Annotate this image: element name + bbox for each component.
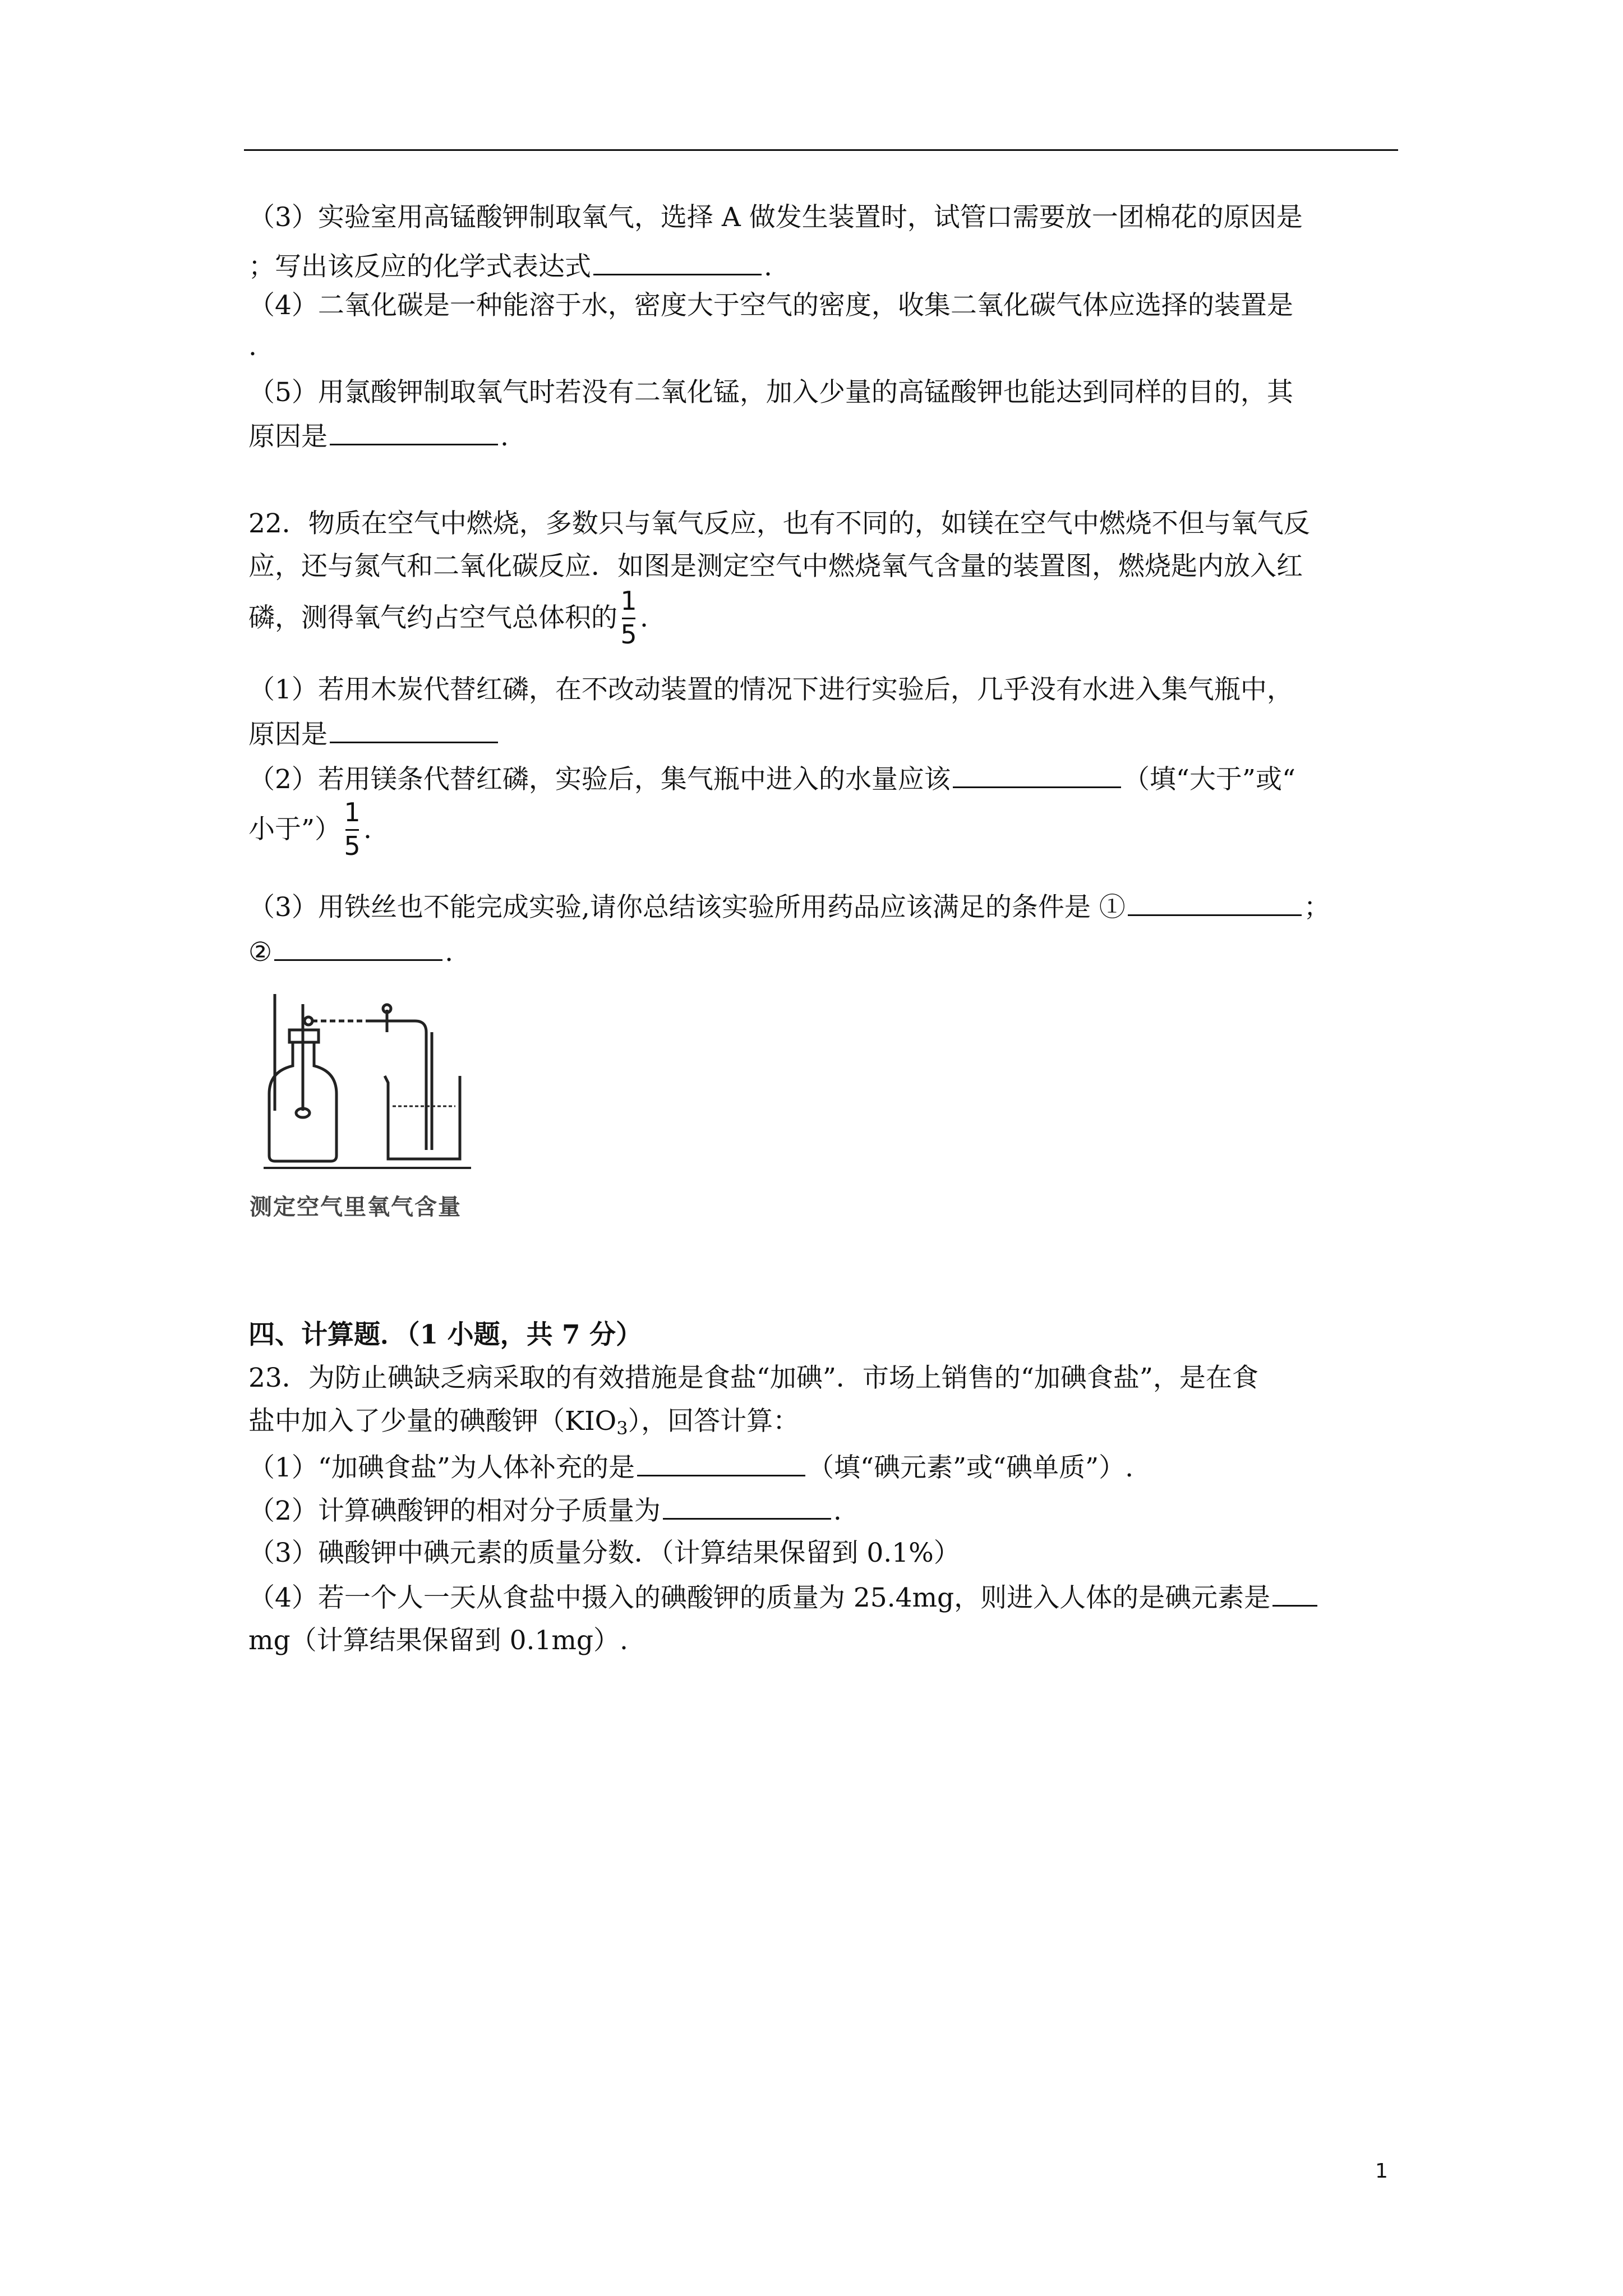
q22-part1-line1: （1）若用木炭代替红磷，在不改动装置的情况下进行实验后，几乎没有水进入集气瓶中， [248, 674, 1293, 705]
answer-blank[interactable] [593, 248, 762, 275]
q21-part5-line2: 原因是 . [248, 418, 509, 455]
q22-part2-line2: 小于”） $\frac{1}{5}$ . [248, 797, 372, 861]
q22-stem-line1: 22．物质在空气中燃烧，多数只与氧气反应，也有不同的，如镁在空气中燃烧不但与氧气反 [248, 508, 1310, 539]
q22-stem-line3: 磷，测得氧气约占空气总体积的 $\frac{1}{5}$ . [248, 586, 648, 650]
answer-blank[interactable] [953, 761, 1121, 788]
answer-blank[interactable] [330, 418, 498, 445]
q21-part3-line1: （3）实验室用高锰酸钾制取氧气，选择 A 做发生装置时，试管口需要放一团棉花的原因是 [248, 202, 1303, 233]
q22-stem-line2: 应，还与氮气和二氧化碳反应．如图是测定空气中燃烧氧气含量的装置图，燃烧匙内放入红 [248, 551, 1303, 582]
figure-caption: 测定空气里氧气含量 [250, 1194, 462, 1220]
q22-part3-line2: ② . [248, 933, 453, 970]
apparatus-diagram [247, 982, 494, 1223]
q21-part3-line2: ；写出该反应的化学式表达式 . [248, 248, 772, 285]
header-rule [244, 149, 1398, 151]
answer-blank[interactable] [330, 716, 498, 743]
q23-stem-line2: 盐中加入了少量的碘酸钾$(KIO_3)$，回答计算： [248, 1406, 800, 1439]
page-number: 1 [1375, 2160, 1388, 2183]
q23-part3: （3）碘酸钾中碘元素的质量分数．（计算结果保留到 0.1%） [248, 1538, 960, 1568]
q22-part1-line2: 原因是 [248, 716, 500, 753]
q22-part2-line1: （2）若用镁条代替红磷，实验后，集气瓶中进入的水量应该 （填“大于”或“ [248, 761, 1295, 798]
answer-blank[interactable] [663, 1492, 831, 1520]
q23-part4-line2: mg（计算结果保留到 0.1mg）. [248, 1625, 628, 1656]
section-heading: 四、计算题．（1 小题，共 7 分） [248, 1319, 642, 1350]
q21-part5-line1: （5）用氯酸钾制取氧气时若没有二氧化锰，加入少量的高锰酸钾也能达到同样的目的，其 [248, 377, 1293, 408]
q21-part4-line2: . [248, 331, 257, 362]
q23-part1: （1）“加碘食盐”为人体补充的是 （填“碘元素”或“碘单质”）. [248, 1449, 1133, 1486]
q22-part3-line1: （3）用铁丝也不能完成实验,请你总结该实验所用药品应该满足的条件是 ① ； [248, 889, 1330, 926]
fraction-one-fifth: $\frac{1}{5}$ [620, 586, 637, 650]
answer-blank-1[interactable] [1128, 889, 1302, 916]
fraction-one-fifth: $\frac{1}{5}$ [344, 797, 361, 861]
q23-stem-line1: 23．为防止碘缺乏病采取的有效措施是食盐“加碘”．市场上销售的“加碘食盐”，是在食 [248, 1363, 1258, 1393]
q21-part4-line1: （4）二氧化碳是一种能溶于水，密度大于空气的密度，收集二氧化碳气体应选择的装置是 [248, 290, 1293, 321]
answer-blank[interactable] [1272, 1579, 1317, 1607]
q23-part2: （2）计算碘酸钾的相对分子质量为 . [248, 1492, 842, 1529]
answer-blank-2[interactable] [274, 933, 442, 961]
answer-blank[interactable] [637, 1449, 805, 1476]
q23-part4-line1: （4）若一个人一天从食盐中摄入的碘酸钾的质量为 25.4mg，则进入人体的是碘元素是 [248, 1579, 1320, 1616]
